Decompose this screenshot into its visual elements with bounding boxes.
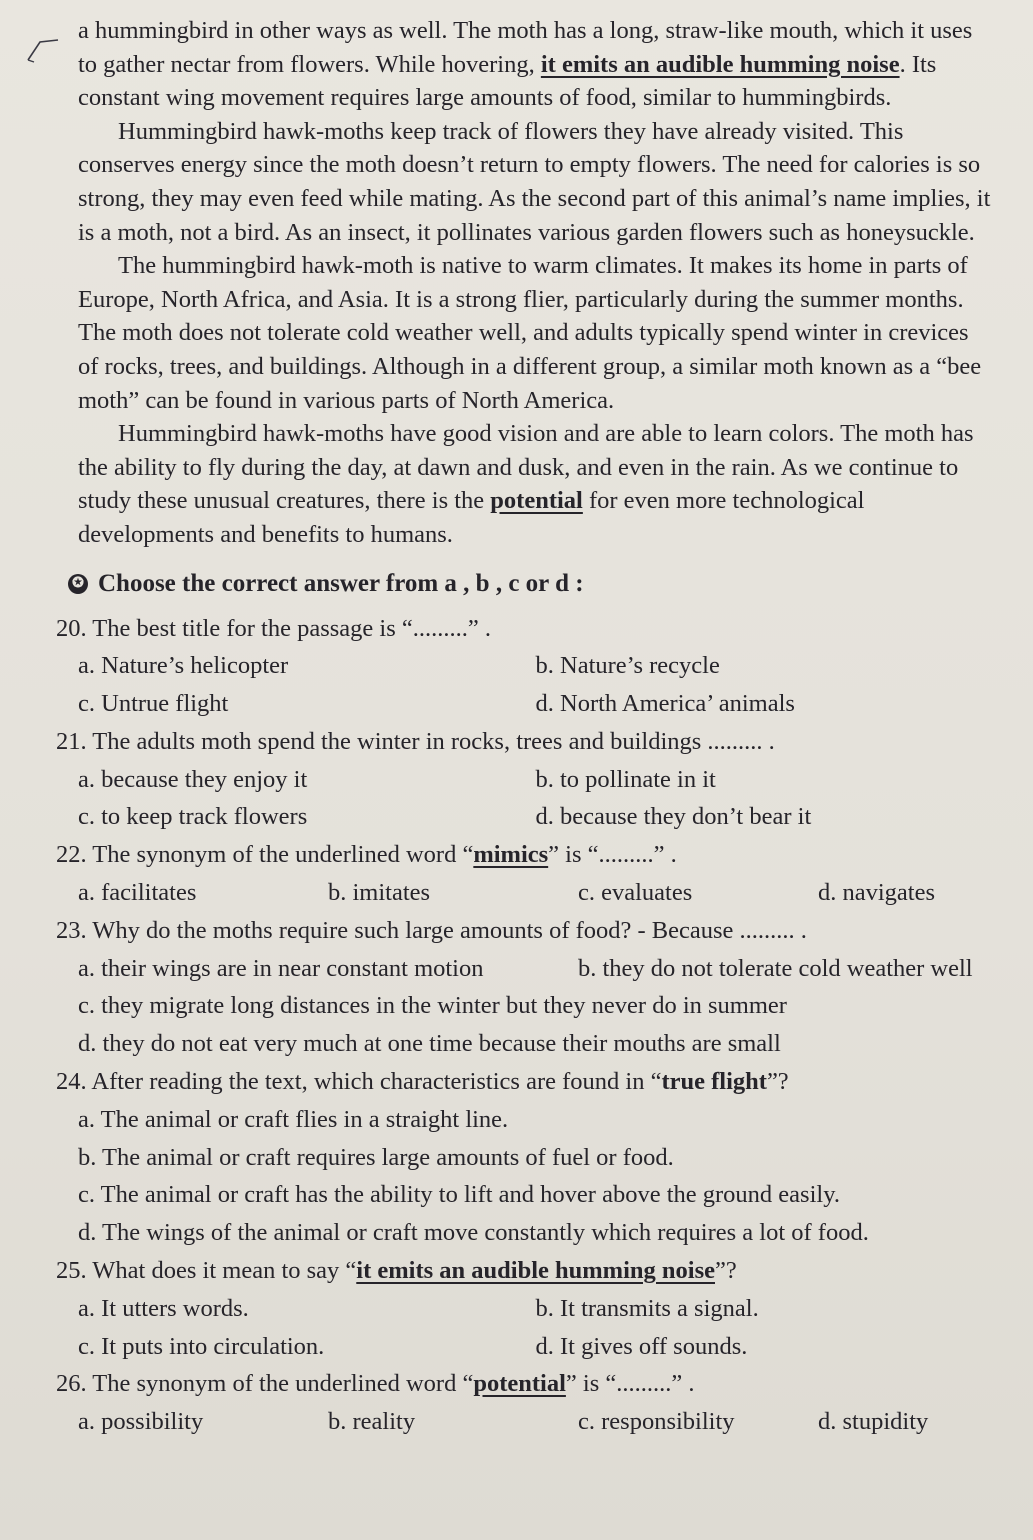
passage-paragraph-1: a hummingbird in other ways as well. The moth has a long, straw-like mouth, which it uses to gather nectar from flowers. While hovering, it emits an audible humming noise. Its constant wing movement requires large amounts of food, similar to hummingbirds. <box>78 17 973 112</box>
option-b[interactable]: b. Nature’s recycle <box>535 652 720 680</box>
option-c[interactable]: c. they migrate long distances in the winter but they never do in summer <box>78 992 787 1020</box>
underlined-word-potential: potential <box>490 487 583 515</box>
pen-mark-icon <box>26 38 60 64</box>
option-b[interactable]: b. to pollinate in it <box>535 765 716 793</box>
question-stem: 21. The adults moth spend the winter in rocks, trees and buildings ......... . <box>56 727 775 755</box>
passage-paragraph-3: The hummingbird hawk-moth is native to warm climates. It makes its home in parts of Europe, North Africa, and Asia. It is a strong flier, particularly during the summer months. The moth does not tolerate cold weather well, and adults typically spend winter in crevices of rocks, trees, and buildings. Although in a different group, a similar moth known as a “bee moth” can be found in various parts of North America. <box>78 252 982 414</box>
star-bullet-icon: ✪ <box>68 574 88 594</box>
option-d[interactable]: d. because they don’t bear it <box>535 803 812 831</box>
underlined-word-mimics: mimics <box>473 841 549 869</box>
option-b[interactable]: b. reality <box>328 1408 416 1436</box>
option-d[interactable]: d. navigates <box>818 879 936 907</box>
underlined-phrase-humming-noise: it emits an audible humming noise <box>540 50 900 78</box>
option-b[interactable]: b. imitates <box>328 879 431 907</box>
question-26 <box>56 1365 993 1441</box>
reading-passage <box>78 14 993 552</box>
option-d[interactable]: d. It gives off sounds. <box>535 1332 748 1360</box>
question-25 <box>56 1252 993 1365</box>
option-a[interactable]: a. their wings are in near constant motion <box>78 954 484 982</box>
option-a[interactable]: a. because they enjoy it <box>78 765 308 793</box>
option-b[interactable]: b. The animal or craft requires large amounts of fuel or food. <box>78 1143 674 1171</box>
option-c[interactable]: c. Untrue flight <box>78 690 229 718</box>
question-23 <box>56 912 993 1063</box>
question-stem: 26. The synonym of the underlined word “potential” is “.........” . <box>56 1370 695 1398</box>
passage-paragraph-4: Hummingbird hawk-moths have good vision and are able to learn colors. The moth has the ability to fly during the day, at dawn and dusk, and even in the rain. As we continue to study these unusual creatures, there is the potential for even more technological developments and benefits to humans. <box>78 420 974 548</box>
option-b[interactable]: b. they do not tolerate cold weather well <box>578 954 973 982</box>
passage-paragraph-2: Hummingbird hawk-moths keep track of flowers they have already visited. This conserves energy since the moth doesn’t return to empty flowers. The need for calories is so strong, they may even feed while mating. As the second part of this animal’s name implies, it is a moth, not a bird. As an insect, it pollinates various garden flowers such as honeysuckle. <box>78 117 991 246</box>
option-a[interactable]: a. It utters words. <box>78 1294 249 1322</box>
option-c[interactable]: c. The animal or craft has the ability to lift and hover above the ground easily. <box>78 1181 840 1209</box>
question-stem: 20. The best title for the passage is “.........” . <box>56 614 491 642</box>
option-c[interactable]: c. to keep track flowers <box>78 803 308 831</box>
option-a[interactable]: a. facilitates <box>78 879 197 907</box>
option-c[interactable]: c. evaluates <box>578 879 693 907</box>
option-b[interactable]: b. It transmits a signal. <box>535 1294 759 1322</box>
question-22 <box>56 836 993 912</box>
option-d[interactable]: d. stupidity <box>818 1408 929 1436</box>
option-a[interactable]: a. possibility <box>78 1408 204 1436</box>
question-stem: 23. Why do the moths require such large amounts of food? - Because ......... . <box>56 916 807 944</box>
option-c[interactable]: c. It puts into circulation. <box>78 1332 325 1360</box>
underlined-word-potential: potential <box>473 1370 566 1398</box>
question-24 <box>56 1063 993 1252</box>
option-d[interactable]: d. North America’ animals <box>535 690 795 718</box>
question-stem: 22. The synonym of the underlined word “mimics” is “.........” . <box>56 841 677 869</box>
underlined-phrase-humming-noise: it emits an audible humming noise <box>356 1257 715 1285</box>
option-a[interactable]: a. Nature’s helicopter <box>78 652 289 680</box>
question-stem: 24. After reading the text, which characteristics are found in “true flight”? <box>56 1068 789 1096</box>
question-21 <box>56 723 993 836</box>
option-d[interactable]: d. The wings of the animal or craft move constantly which requires a lot of food. <box>78 1219 869 1247</box>
instruction-heading: ✪ Choose the correct answer from a , b , c or d : <box>68 566 993 602</box>
question-20 <box>56 610 993 723</box>
option-a[interactable]: a. The animal or craft flies in a straight line. <box>78 1105 509 1133</box>
bold-phrase-true-flight: true flight <box>661 1068 767 1096</box>
option-d[interactable]: d. they do not eat very much at one time because their mouths are small <box>78 1030 781 1058</box>
option-c[interactable]: c. responsibility <box>578 1408 735 1436</box>
question-stem: 25. What does it mean to say “it emits an audible humming noise”? <box>56 1257 737 1285</box>
